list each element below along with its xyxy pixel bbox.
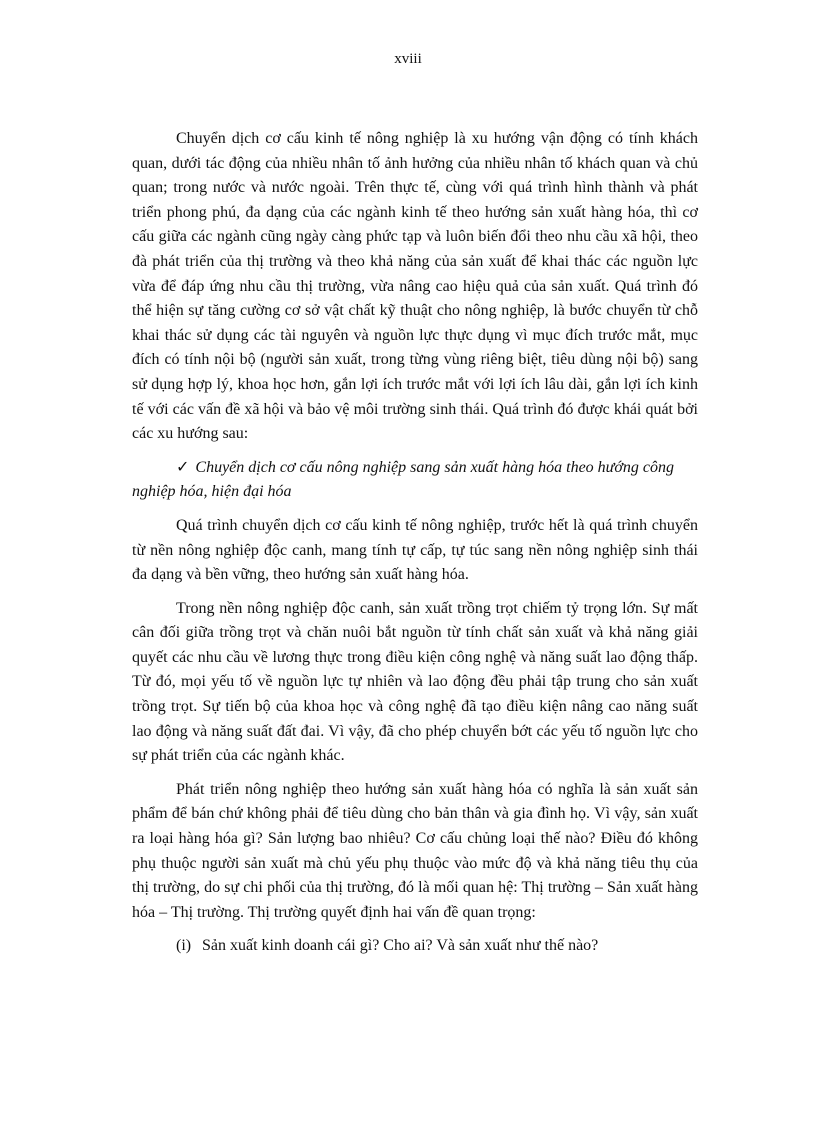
paragraph-commodity-production: Phát triển nông nghiệp theo hướng sản xuất hàng hóa có nghĩa là sản xuất sản phẩm để bán chứ không phải để tiêu dùng cho bản thân và gia đình họ. Vì vậy, sản xuất ra loại hàng hóa gì? Sản lượng bao nhiêu? Cơ cấu chủng loại thế nào? Điều đó không phụ thuộc người sản xuất mà chủ yếu phụ thuộc vào mức độ và khả năng tiêu thụ của thị trường, do sự chi phối của thị trường, đó là mối quan hệ: Thị trường – Sản xuất hàng hóa – Thị trường. Thị trường quyết định hai vấn đề quan trọng:	[132, 780, 698, 921]
paragraph-monoculture: Trong nền nông nghiệp độc canh, sản xuất trồng trọt chiếm tỷ trọng lớn. Sự mất cân đối giữa trồng trọt và chăn nuôi bắt nguồn từ tính chất sản xuất và khả năng giải quyết các nhu cầu về lương thực trong điều kiện công nghệ và năng suất lao động thấp. Từ đó, mọi yếu tố về nguồn lực tự nhiên và lao động đều phải tập trung cho sản xuất trồng trọt. Sự tiến bộ của khoa học và công nghệ đã tạo điều kiện nâng cao năng suất lao động và năng suất đất đai. Vì vậy, đã cho phép chuyển bớt các yếu tố nguồn lực cho sự phát triển của các ngành khác.	[132, 599, 698, 765]
list-item	[132, 934, 698, 959]
page-number: xviii	[394, 51, 422, 67]
document-body	[132, 127, 698, 959]
paragraph-intro: Chuyển dịch cơ cấu kinh tế nông nghiệp là xu hướng vận động có tính khách quan, dưới tác động của nhiều nhân tố ảnh hưởng của nhiều nhân tố khách quan và chủ quan; trong nước và nước ngoài. Trên thực tế, cùng với quá trình hình thành và phát triển phong phú, đa dạng của các ngành kinh tế theo hướng sản xuất hàng hóa, thì cơ cấu giữa các ngành cũng ngày càng phức tạp và luôn biến đổi theo nhu cầu xã hội, theo đà phát triển của thị trường và theo khả năng của sản xuất để khai thác các nguồn lực vừa để đáp ứng nhu cầu thị trường, vừa nâng cao hiệu quả của sản xuất. Quá trình đó thể hiện sự tăng cường cơ sở vật chất kỹ thuật cho nông nghiệp, là bước chuyển từ chỗ khai thác sử dụng các tài nguyên và nguồn lực thực dụng vì mục đích trước mắt, mục đích có tính nội bộ (người sản xuất, trong từng vùng riêng biệt, tiêu dùng nội bộ) sang sử dụng hợp lý, khoa học hơn, gắn lợi ích trước mắt với lợi ích lâu dài, gắn lợi ích kinh tế với các vấn đề xã hội và bảo vệ môi trường sinh thái. Quá trình đó được khái quát bởi các xu hướng sau:	[132, 130, 698, 443]
section-heading-text: Chuyển dịch cơ cấu nông nghiệp sang sản xuất hàng hóa theo hướng công nghiệp hóa, hiện đại hóa	[132, 458, 675, 501]
list-item-marker: (i)	[176, 937, 192, 955]
checkmark-icon: ✓	[176, 458, 190, 476]
paragraph-transition: Quá trình chuyển dịch cơ cấu kinh tế nông nghiệp, trước hết là quá trình chuyển từ nền nông nghiệp độc canh, mang tính tự cấp, tự túc sang nền nông nghiệp sinh thái đa dạng và bền vững, theo hướng sản xuất hàng hóa.	[132, 516, 698, 584]
section-heading	[132, 456, 698, 505]
list-item-text: Sản xuất kinh doanh cái gì? Cho ai? Và sản xuất như thế nào?	[202, 937, 599, 955]
